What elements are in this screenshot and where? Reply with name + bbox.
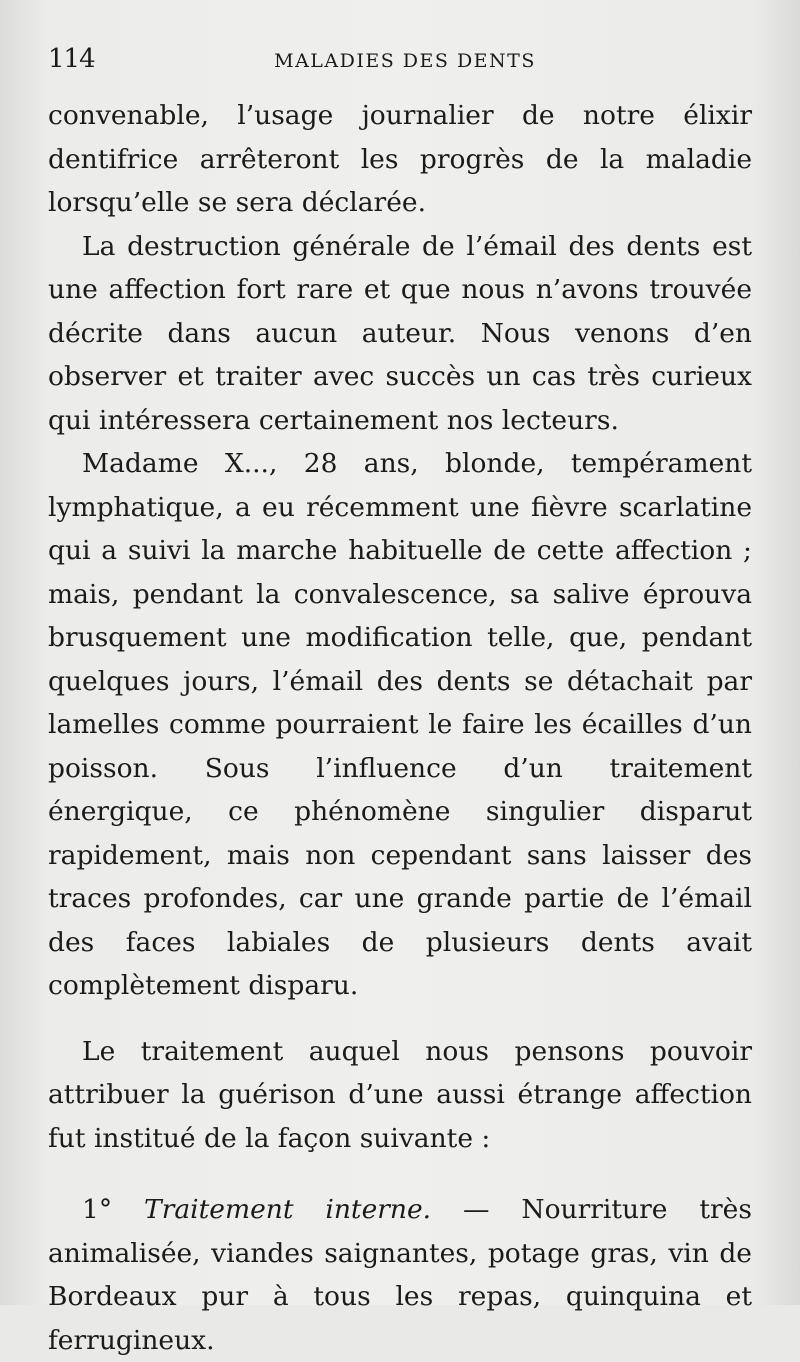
item-text: — Nourriture très animalisée, viandes saignantes, potage gras, vin de Bordeaux pur à tous les repas, quinquina et ferrugineux. xyxy=(48,1194,752,1356)
paragraph-case-madame-x: Madame X..., 28 ans, blonde, tempérament lymphatique, a eu récemment une fièvre scarlatine qui a suivi la marche habituelle de cette affection ; mais, pendant la convalescence, sa salive éprouva brusquement une modification telle, que, pendant quelques jours, l’émail des dents se détachait par lamelles comme pourraient le faire les écailles d’un poisson. Sous l’influence d’un traitement énergique, ce phénomène singulier disparut rapidement, mais non cependant sans laisser des traces profondes, car une grande partie de l’émail des faces labiales de plusieurs dents avait complètement disparu. xyxy=(48,448,752,1001)
paragraph-enamel-destruction: La destruction générale de l’émail des dents est une affection fort rare et que nous n’avons trouvée décrite dans aucun auteur. Nous venons d’en observer et traiter avec succès un cas très curieux qui intéressera certainement nos lecteurs. xyxy=(48,230,752,436)
paragraph-internal-treatment xyxy=(48,1188,752,1362)
paragraph-continuation: convenable, l’usage journalier de notre élixir dentifrice arrêteront les progrès de la maladie lorsqu’elle se sera déclarée. xyxy=(48,100,752,218)
page-body xyxy=(48,94,752,1362)
running-title: MALADIES DES DENTS xyxy=(274,50,536,72)
page-number: 114 xyxy=(48,44,95,74)
page-header xyxy=(48,38,752,94)
paragraph-spacer xyxy=(48,1008,752,1030)
item-number: 1° xyxy=(82,1194,113,1225)
paragraph-treatment-intro: Le traitement auquel nous pensons pouvoir attribuer la guérison d’une aussi étrange affection fut institué de la façon suivante : xyxy=(48,1035,752,1154)
paragraph-spacer xyxy=(48,1160,752,1188)
item-heading: Traitement interne. xyxy=(144,1194,432,1225)
